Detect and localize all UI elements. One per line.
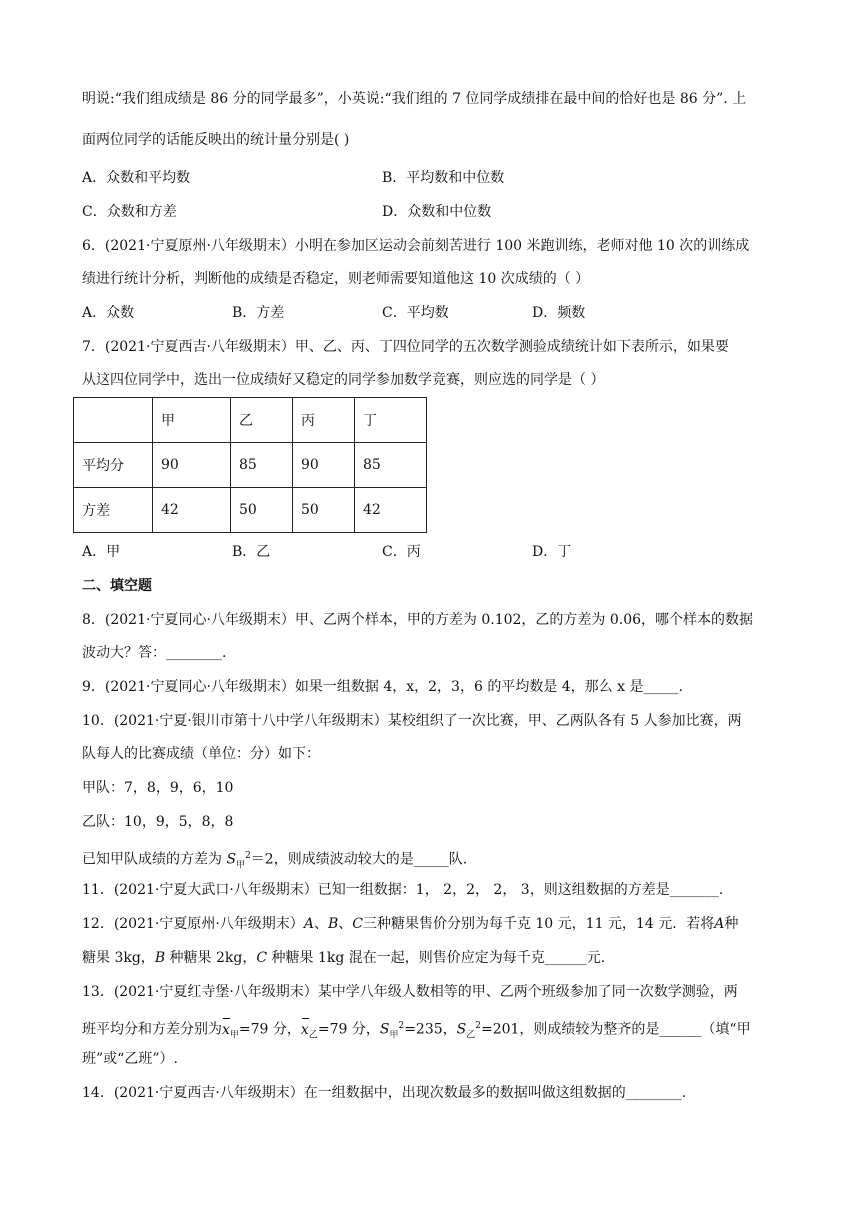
score-table — [73, 397, 427, 533]
q11-line: 11．(2021·宁夏大武口·八年级期末）已知一组数据：1， 2，2， 2， 3，则这组数据的方差是_______. — [82, 882, 724, 898]
q8-line-1: 8．(2021·宁夏同心·八年级期末）甲、乙两个样本，甲的方差为 0.102，乙的方差为 0.06，哪个样本的数据 — [82, 612, 754, 628]
table-cell: 方差 — [74, 488, 153, 533]
table-row — [74, 488, 427, 533]
text-run: =201，则成绩较为整齐的是______（填“甲 — [480, 1021, 751, 1038]
q14-line: 14．(2021·宁夏西吉·八年级期末）在一组数据中，出现次数最多的数据叫做这组数据的________. — [82, 1085, 687, 1101]
table-cell: 平均分 — [74, 443, 153, 488]
table-cell: 90 — [153, 443, 231, 488]
q10-line-3: 甲队：7，8，9，6，10 — [82, 780, 234, 796]
superscript: 2 — [245, 851, 251, 861]
table-cell: 丁 — [355, 398, 427, 443]
q6-option-d: D．频数 — [532, 305, 586, 321]
q7-option-b: B．乙 — [232, 544, 271, 560]
q6-line-1: 6．(2021·宁夏原州·八年级期末）小明在参加区运动会前刻苦进行 100 米跑训练，老师对他 10 次的训练成 — [82, 238, 750, 254]
q5-option-d: D．众数和中位数 — [382, 204, 492, 220]
table-cell: 丙 — [293, 398, 355, 443]
text-run: =79 分， — [317, 1021, 380, 1038]
text-run: 已知甲队成绩的方差为 — [82, 851, 227, 868]
q10-line-2: 队每人的比赛成绩（单位：分）如下： — [82, 746, 320, 762]
table-cell: 42 — [153, 488, 231, 533]
table-cell — [74, 398, 153, 443]
q9-line: 9．(2021·宁夏同心·八年级期末）如果一组数据 4，x，2，3，6 的平均数是 4，那么 x 是_____. — [82, 679, 683, 695]
q7-option-d: D．丁 — [532, 544, 572, 560]
q5-option-b: B．平均数和中位数 — [382, 170, 505, 186]
q7-option-a: A．甲 — [82, 544, 121, 560]
q7-line-1: 7．(2021·宁夏西吉·八年级期末）甲、乙、丙、丁四位同学的五次数学测验成绩统计如下表所示，如果要 — [82, 339, 729, 355]
mean-symbol: x — [222, 1021, 230, 1038]
subscript: 乙 — [466, 1030, 476, 1041]
text-run: 、 — [338, 916, 353, 932]
line-1: 明说:“我们组成绩是 86 分的同学最多”，小英说:“我们组的 7 位同学成绩排在最中间的恰好也是 86 分”. 上 — [82, 91, 747, 107]
q10-line-1: 10．(2021·宁夏·银川市第十八中学八年级期末）某校组织了一次比赛，甲、乙两队各有 5 人参加比赛，两 — [82, 713, 742, 729]
table-cell: 乙 — [231, 398, 293, 443]
subscript: 乙 — [308, 1030, 318, 1041]
math-var: A — [303, 916, 314, 932]
text-run: =235， — [404, 1021, 457, 1038]
table-cell: 甲 — [153, 398, 231, 443]
q6-option-b: B．方差 — [232, 305, 285, 321]
text-run: 种糖果 2kg， — [165, 950, 257, 966]
variance-symbol: S — [456, 1021, 467, 1038]
q10-line-5 — [82, 846, 467, 875]
text-run: 种糖果 1kg 混在一起，则售价应定为每千克______元. — [267, 950, 606, 966]
q12-line-1 — [82, 914, 738, 934]
subscript: 甲 — [389, 1030, 399, 1041]
table-cell: 85 — [355, 443, 427, 488]
superscript: 2 — [398, 1021, 405, 1031]
math-var: B — [327, 916, 339, 932]
q12-line-2 — [82, 948, 605, 968]
math-var: C — [256, 950, 268, 966]
q7-option-c: C．丙 — [382, 544, 421, 560]
text-run: ＝2，则成绩波动较大的是_____队. — [250, 851, 468, 868]
table-row — [74, 398, 427, 443]
text-run: 三种糖果售价分别为每千克 10 元，11 元，14 元．若将 — [362, 916, 715, 932]
q7-line-2: 从这四位同学中，选出一位成绩好又稳定的同学参加数学竞赛，则应选的同学是（ ） — [82, 372, 605, 388]
q5-option-a: A．众数和平均数 — [82, 170, 191, 186]
table-row — [74, 443, 427, 488]
section-heading: 二、填空题 — [82, 578, 152, 594]
text-run: 糖果 3kg， — [82, 950, 155, 966]
text-run: 种 — [724, 916, 739, 932]
q6-option-a: A．众数 — [82, 305, 135, 321]
q6-option-c: C．平均数 — [382, 305, 449, 321]
table-cell: 90 — [293, 443, 355, 488]
text-run: =79 分， — [238, 1021, 301, 1038]
table-cell: 50 — [293, 488, 355, 533]
math-var: C — [352, 916, 363, 932]
q13-line-2 — [82, 1016, 751, 1045]
text-run: 12．(2021·宁夏原州·八年级期末） — [82, 916, 304, 932]
q10-line-4: 乙队：10，9，5，8，8 — [82, 814, 234, 830]
superscript: 2 — [475, 1021, 481, 1031]
table-cell: 50 — [231, 488, 293, 533]
q5-option-c: C．众数和方差 — [82, 204, 177, 220]
text-run: 班平均分和方差分别为 — [82, 1021, 222, 1038]
mean-symbol: x — [300, 1021, 309, 1038]
table-cell: 85 — [231, 443, 293, 488]
variance-symbol: S — [226, 851, 237, 868]
q6-line-2: 绩进行统计分析，判断他的成绩是否稳定，则老师需要知道他这 10 次成绩的（ ） — [82, 271, 590, 287]
variance-symbol: S — [379, 1021, 390, 1038]
q13-line-1: 13．(2021·宁夏红寺堡·八年级期末）某中学八年级人数相等的甲、乙两个班级参加了同一次数学测验，两 — [82, 984, 738, 1000]
line-2: 面两位同学的话能反映出的统计量分别是( ) — [82, 132, 350, 148]
subscript: 甲 — [229, 1030, 239, 1041]
math-var: B — [154, 950, 166, 966]
q13-line-3: 班”或“乙班”）. — [82, 1051, 178, 1067]
q8-line-2: 波动大？答：________. — [82, 645, 227, 661]
table-cell: 42 — [355, 488, 427, 533]
subscript: 甲 — [236, 860, 246, 871]
text-run: 、 — [313, 916, 328, 932]
math-var: A — [714, 916, 725, 932]
